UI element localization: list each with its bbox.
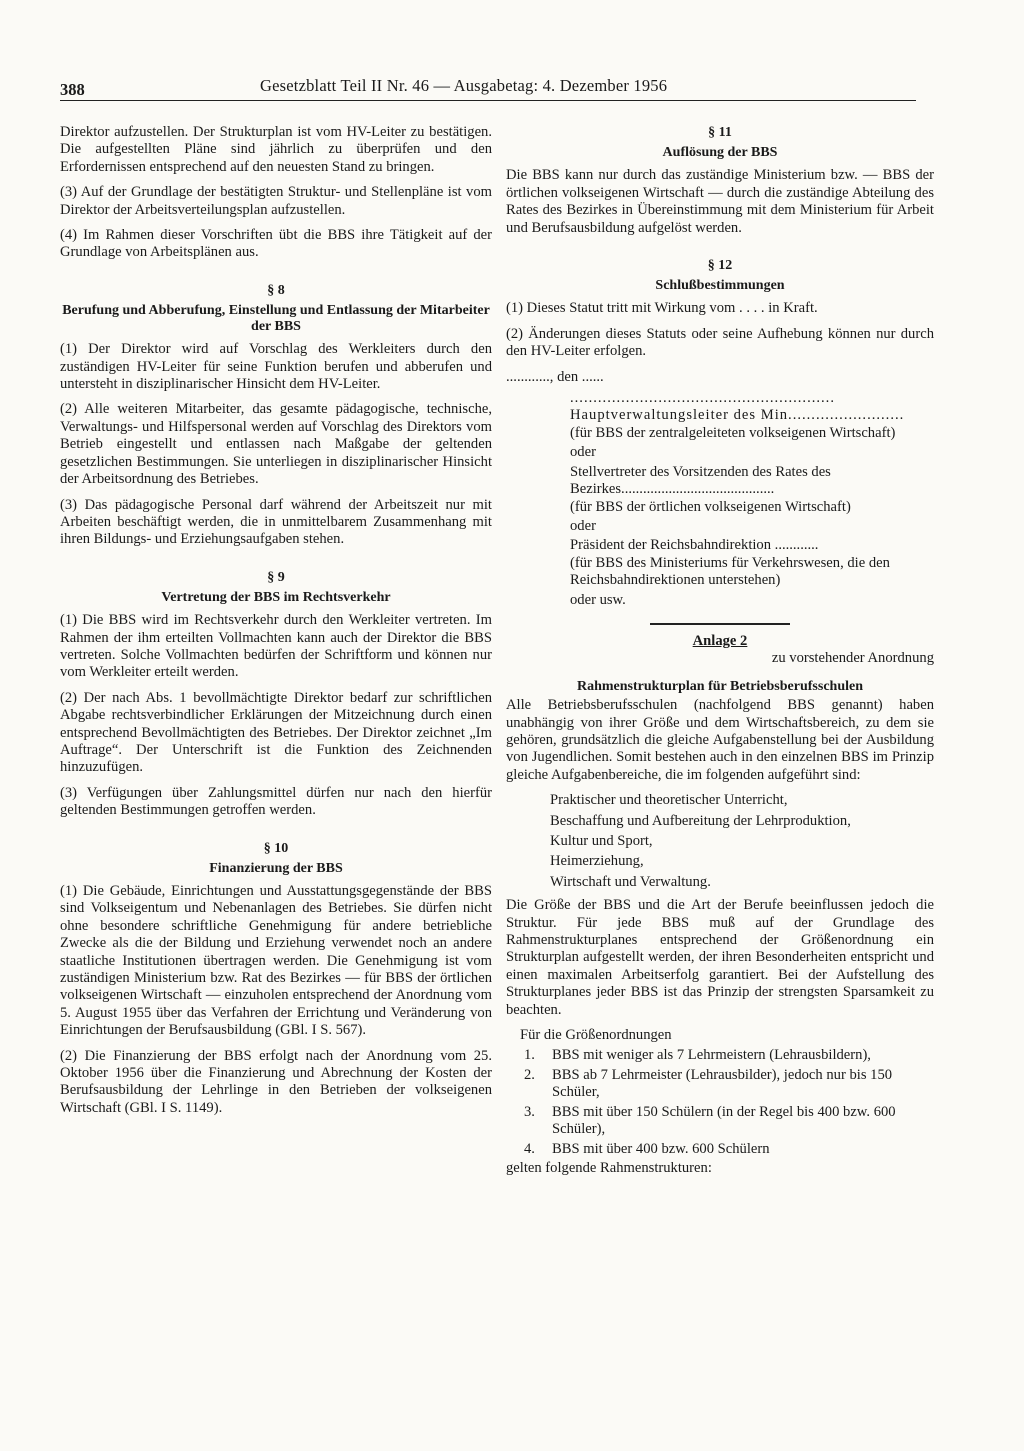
list-number: 3. — [524, 1103, 535, 1120]
list-item: Heimerziehung, — [550, 853, 644, 870]
signatory-note: (für BBS des Ministeriums für Verkehrswesen, die den Reichsbahndirektionen unterstehen) — [570, 554, 890, 589]
paragraph: (3) Verfügungen über Zahlungsmittel dürfen nur nach den hierfür geltenden Bestimmungen getroffen werden. — [60, 784, 492, 819]
list-text: BBS ab 7 Lehrmeister (Lehrausbilder), jedoch nur bis 150 Schüler, — [552, 1066, 893, 1101]
paragraph: (2) Der nach Abs. 1 bevollmächtigte Direktor bedarf zur schriftlichen Abgabe rechtsverbindlicher Erklärungen der Mitzeichnung durch einen entsprechend Bevollmächtigten des Betriebes. Der Direktor zeichnet „Im Auftrage“. Der Unterschrift ist die Funktion des Zeichnenden hinzuzufügen. — [60, 689, 492, 776]
task-areas-list — [550, 792, 934, 891]
section-title: Vertretung der BBS im Rechtsverkehr — [161, 590, 391, 606]
paragraph: Alle Betriebsberufsschulen (nachfolgend BBS genannt) haben unabhängig von ihrer Größe und dem Wirtschaftsbereich, zu dem sie gehören, grundsätzlich die gleiche Aufgabenstellung bei der Ausbildung von Jugendlichen. Somit bestehen auch in den einzelnen BBS im Prinzip gleiche Aufgabenbereiche, die im folgenden aufgeführt sind: — [506, 697, 934, 783]
section-title: Berufung und Abberufung, Einstellung und Entlassung der Mitarbeiter der BBS — [62, 303, 490, 335]
signatory-title: Stellvertreter des Vorsitzenden des Rates des Bezirkes.......................................... — [570, 463, 831, 498]
section-number: § 12 — [707, 258, 733, 274]
section-title: Schlußbestimmungen — [655, 278, 785, 294]
page-number: 388 — [60, 80, 85, 99]
signatory-note: (für BBS der zentralgeleiteten volkseigenen Wirtschaft) — [570, 424, 896, 441]
or-separator: oder — [570, 517, 596, 534]
paragraph: (1) Der Direktor wird auf Vorschlag des Werkleiters durch den zuständigen HV-Leiter für seine Funktion berufen und abberufen und untersteht in disziplinarischer Hinsicht dem HV-Leiter. — [60, 341, 492, 393]
right-column — [506, 124, 934, 1185]
sizes-intro: Für die Größenordnungen — [520, 1027, 672, 1044]
list-number: 2. — [524, 1066, 535, 1083]
paragraph: (3) Das pädagogische Personal darf während der Arbeitszeit nur mit Arbeiten beschäftigt werden, die in unmittelbarem Zusammenhang mit ihren Bildungs- und Erziehungsaufgaben stehen. — [60, 496, 492, 548]
section-number: § 9 — [267, 569, 285, 585]
list-number: 1. — [524, 1047, 535, 1064]
divider — [650, 623, 790, 625]
list-text: BBS mit über 150 Schülern (in der Regel bis 400 bzw. 600 Schüler), — [552, 1103, 896, 1138]
left-column — [60, 124, 492, 1125]
sizes-outro: gelten folgende Rahmenstrukturen: — [506, 1159, 712, 1176]
paragraph: (2) Alle weiteren Mitarbeiter, das gesamte pädagogische, technische, Verwaltungs- und Hilfspersonal werden auf Vorschlag des Direktors vom Betrieb eingestellt und entlassen nach Maßgabe der geltenden gesetzlichen Bestimmungen. Sie unterliegen in disziplinarischer Hinsicht der Arbeitsordnung des Betriebes. — [60, 401, 492, 488]
section-number: § 11 — [708, 125, 732, 140]
signature-block — [570, 390, 934, 609]
section-title: Finanzierung der BBS — [209, 861, 343, 876]
section-number: § 10 — [263, 840, 289, 856]
signatory-title: Präsident der Reichsbahndirektion ............ — [570, 537, 819, 554]
list-item: Praktischer und theoretischer Unterricht, — [550, 792, 788, 809]
paragraph: (3) Auf der Grundlage der bestätigten Struktur- und Stellenpläne ist vom Direktor der Arbeitsverteilungsplan aufzustellen. — [60, 184, 492, 218]
size-classes-list — [506, 1047, 934, 1157]
list-item — [524, 1141, 934, 1158]
paragraph: Die BBS kann nur durch das zuständige Ministerium bzw. — BBS der örtlichen volkseigenen Wirtschaft — durch die zuständige Abteilung des Rates des Bezirkes in Übereinstimmung mit dem Ministerium für Arbeit und Berufsausbildung aufgelöst werden. — [506, 167, 934, 236]
signature-line: ......................................................... — [570, 390, 835, 407]
paragraph: (1) Die BBS wird im Rechtsverkehr durch den Werkleiter vertreten. Im Rahmen der ihm erteilten Vollmachten kann auch der Direktor die BBS vertreten. Solche Vollmachten bedürfen der Schriftform und können nur vom Werkleiter erteilt werden. — [60, 612, 492, 681]
list-item: Wirtschaft und Verwaltung. — [550, 873, 711, 890]
list-text: BBS mit weniger als 7 Lehrmeistern (Lehrausbildern), — [552, 1047, 871, 1064]
paragraph: (1) Dieses Statut tritt mit Wirkung vom . . . . in Kraft. — [506, 300, 818, 317]
annex-subtitle: zu vorstehender Anordnung — [771, 650, 934, 667]
list-item: Kultur und Sport, — [550, 833, 653, 849]
paragraph: (1) Die Gebäude, Einrichtungen und Ausstattungsgegenstände der BBS sind Volkseigentum und Nebenanlagen des Betriebes. Sie dürfen nicht ohne besondere schriftliche Genehmigung für andere betriebliche Zwecke als die der Bildung und Erziehung verwendet noch an andere staatliche Institutionen übertragen werden. Die Genehmigung ist vom zuständigen Ministerium bzw. Rat des Bezirkes — für BBS der örtlichen volkseigenen Wirtschaft — einzuholen entsprechend der Anordnung vom 5. August 1955 über das Verfahren der Errichtung und Veränderung von Einrichtungen der Berufsausbildung (GBl. I S. 567). — [60, 883, 492, 1039]
list-item — [524, 1067, 934, 1102]
or-etc: oder usw. — [570, 591, 626, 608]
list-item — [524, 1047, 934, 1064]
paragraph: (4) Im Rahmen dieser Vorschriften übt die BBS ihre Tätigkeit auf der Grundlage von Arbeitsplänen aus. — [60, 227, 492, 261]
paragraph: Die Größe der BBS und die Art der Berufe beeinflussen jedoch die Struktur. Für jede BBS muß auf der Grundlage des Rahmenstrukturplanes entsprechend der Größenordnung ein Strukturplan aufgestellt werden, der ihren Besonderheiten entspricht und einen maximalen Arbeitserfolg garantiert. Bei der Aufstellung des Strukturplanes jeder BBS ist das Prinzip der strengsten Sparsamkeit zu beachten. — [506, 897, 934, 1018]
list-text: BBS mit über 400 bzw. 600 Schülern — [552, 1140, 770, 1157]
page-header — [60, 76, 916, 101]
section-number: § 8 — [267, 282, 285, 298]
or-separator: oder — [570, 444, 596, 461]
list-item: Beschaffung und Aufbereitung der Lehrproduktion, — [550, 812, 851, 829]
paragraph: Direktor aufzustellen. Der Strukturplan ist vom HV-Leiter zu bestätigen. Die aufgestellten Pläne sind jährlich zu überprüfen und den Erfordernissen entsprechend auf den neuesten Stand zu bringen. — [60, 124, 492, 175]
paragraph: (2) Die Finanzierung der BBS erfolgt nach der Anordnung vom 25. Oktober 1956 über die Finanzierung und Abrechnung der Kosten der Berufsausbildung der Lehrlinge in den Betrieben der volkseigenen Wirtschaft (GBl. I S. 1149). — [60, 1047, 492, 1116]
signatory-note: (für BBS der örtlichen volkseigenen Wirtschaft) — [570, 498, 851, 515]
annex-title: Anlage 2 — [692, 632, 748, 649]
plan-title: Rahmenstrukturplan für Betriebsberufsschulen — [577, 678, 863, 694]
paragraph: (2) Änderungen dieses Statuts oder seine Aufhebung können nur durch den HV-Leiter erfolgen. — [506, 325, 934, 360]
gazette-title: Gesetzblatt Teil II Nr. 46 — Ausgabetag: 4. Dezember 1956 — [260, 76, 668, 95]
signatory-title: Hauptverwaltungsleiter des Min......................... — [570, 407, 905, 424]
place-date-line: ............, den ...... — [506, 368, 604, 385]
section-title: Auflösung der BBS — [662, 145, 778, 161]
list-item — [524, 1104, 934, 1139]
list-number: 4. — [524, 1140, 535, 1157]
